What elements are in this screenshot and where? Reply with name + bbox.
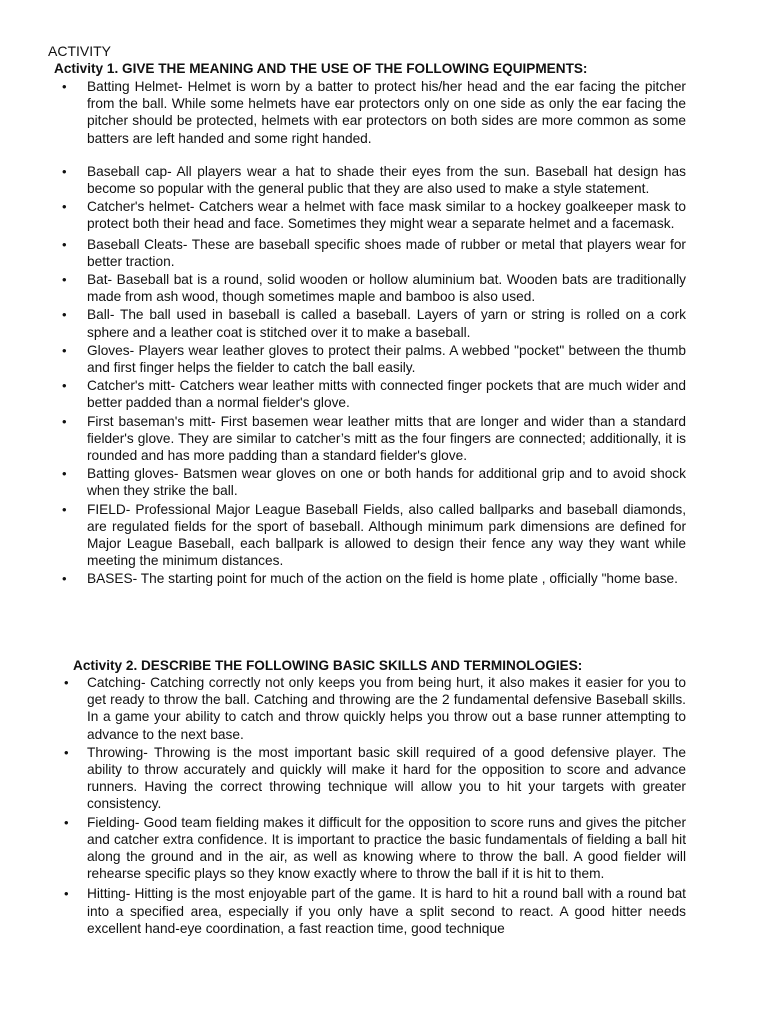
list-item <box>0 377 686 411</box>
bullet-icon: • <box>64 886 69 902</box>
list-item <box>0 744 686 813</box>
list-item <box>0 465 686 499</box>
list-item-text: Catcher's mitt- Catchers wear leather mitts with connected finger pockets that are much wider and better padded than a normal fielder's glove. <box>87 378 686 411</box>
bullet-icon: • <box>62 466 67 482</box>
bullet-icon: • <box>64 744 69 760</box>
list-item-text: Ball- The ball used in baseball is called a baseball. Layers of yarn or string is rolled on a cork sphere and a leather coat is stitched over it to make a baseball. <box>87 307 686 340</box>
list-item <box>0 501 686 570</box>
list-item <box>0 885 686 937</box>
bullet-icon: • <box>62 79 67 94</box>
bullet-icon: • <box>62 236 67 252</box>
list-item-text: Hitting- Hitting is the most enjoyable part of the game. It is hard to hit a round ball with a round bat into a specified area, especially if you only have a split second to react. A good hitter needs excellent hand-eye coordination, a fast reaction time, good technique <box>87 886 686 936</box>
list-item-text: Batting Helmet- Helmet is worn by a batter to protect his/her head and the ear facing the pitcher from the ball. While some helmets have ear protectors only on one side as only the ear facing the pitcher should be protected, helmets with ear protectors on both sides are more common as some batters are left handed and some right handed. <box>87 79 686 146</box>
bullet-icon: • <box>62 342 67 358</box>
list-item-text: Fielding- Good team fielding makes it difficult for the opposition to score runs and gives the pitcher and catcher extra confidence. It is important to practice the basic fundamentals of fielding a ball hit along the ground and in the air, as well as knowing where to throw the ball. A good fielder will rehearse specific plays so they know exactly where to throw the ball if it is hit to them. <box>87 814 686 882</box>
list-item <box>0 342 686 376</box>
list-item <box>0 198 686 232</box>
list-item-text: BASES- The starting point for much of the action on the field is home plate , officially "home base. <box>87 571 678 587</box>
bullet-icon: • <box>64 814 69 830</box>
list-item-text: Gloves- Players wear leather gloves to protect their palms. A webbed "pocket" between the thumb and first finger helps the fielder to catch the ball easily. <box>87 342 686 376</box>
activity-label: ACTIVITY <box>48 43 112 59</box>
activity2-heading: Activity 2. DESCRIBE THE FOLLOWING BASIC SKILLS AND TERMINOLOGIES: <box>73 658 583 673</box>
activity2-list <box>0 674 768 937</box>
list-item <box>0 306 686 340</box>
activity1-list <box>0 78 768 588</box>
list-item-text: Catching- Catching correctly not only keeps you from being hurt, it also makes it easier for you to get ready to throw the ball. Catching and throwing are the 2 fundamental defensive Baseball skills. In a game your ability to catch and throw quickly helps you throw out a base runner attempting to advance to the next base. <box>87 675 686 742</box>
list-item-text: FIELD- Professional Major League Baseball Fields, also called ballparks and baseball diamonds, are regulated fields for the sport of baseball. Although minimum park dimensions are defined for Major League Baseball, each ballpark is allowed to design their fence any way they want while meeting the minimum distances. <box>87 501 686 569</box>
list-item <box>0 413 686 465</box>
list-item <box>0 570 686 587</box>
bullet-icon: • <box>62 163 67 179</box>
list-item-text: Throwing- Throwing is the most important basic skill required of a good defensive player. The ability to throw accurately and quickly will make it hard for the opposition to score and advance runners. Having the correct throwing technique will allow you to hit your targets with greater consistency. <box>87 744 686 812</box>
list-item-text: Baseball Cleats- These are baseball specific shoes made of rubber or metal that players wear for better traction. <box>87 236 686 269</box>
list-item-text: Catcher's helmet- Catchers wear a helmet with face mask similar to a hockey goalkeeper mask to protect both their head and face. Sometimes they might wear a separate helmet and a facemask. <box>87 199 686 232</box>
bullet-icon: • <box>62 501 67 517</box>
list-item-text: First baseman's mitt- First basemen wear leather mitts that are longer and wider than a standard fielder's glove. They are similar to catcher’s mitt as the four fingers are connected; additionally, it is rounded and has more padding than a standard fielder's glove. <box>87 413 686 464</box>
list-item <box>0 271 686 305</box>
bullet-icon: • <box>62 307 67 323</box>
bullet-icon: • <box>62 272 67 288</box>
bullet-icon: • <box>64 675 69 690</box>
list-item-text: Baseball cap- All players wear a hat to shade their eyes from the sun. Baseball hat design has become so popular with the general public that they are also used to make a style statement. <box>87 163 686 197</box>
list-item <box>0 78 686 147</box>
list-item <box>0 236 686 270</box>
bullet-icon: • <box>62 199 67 215</box>
bullet-icon: • <box>62 413 67 429</box>
list-item <box>0 163 686 197</box>
list-item-text: Batting gloves- Batsmen wear gloves on one or both hands for additional grip and to avoid shock when they strike the ball. <box>87 466 686 499</box>
bullet-icon: • <box>62 571 67 587</box>
list-item <box>0 674 686 743</box>
activity1-heading: Activity 1. GIVE THE MEANING AND THE USE OF THE FOLLOWING EQUIPMENTS: <box>54 61 588 76</box>
bullet-icon: • <box>62 378 67 394</box>
list-item-text: Bat- Baseball bat is a round, solid wooden or hollow aluminium bat. Wooden bats are traditionally made from ash wood, though sometimes maple and bamboo is also used. <box>87 272 686 305</box>
list-item <box>0 814 686 883</box>
